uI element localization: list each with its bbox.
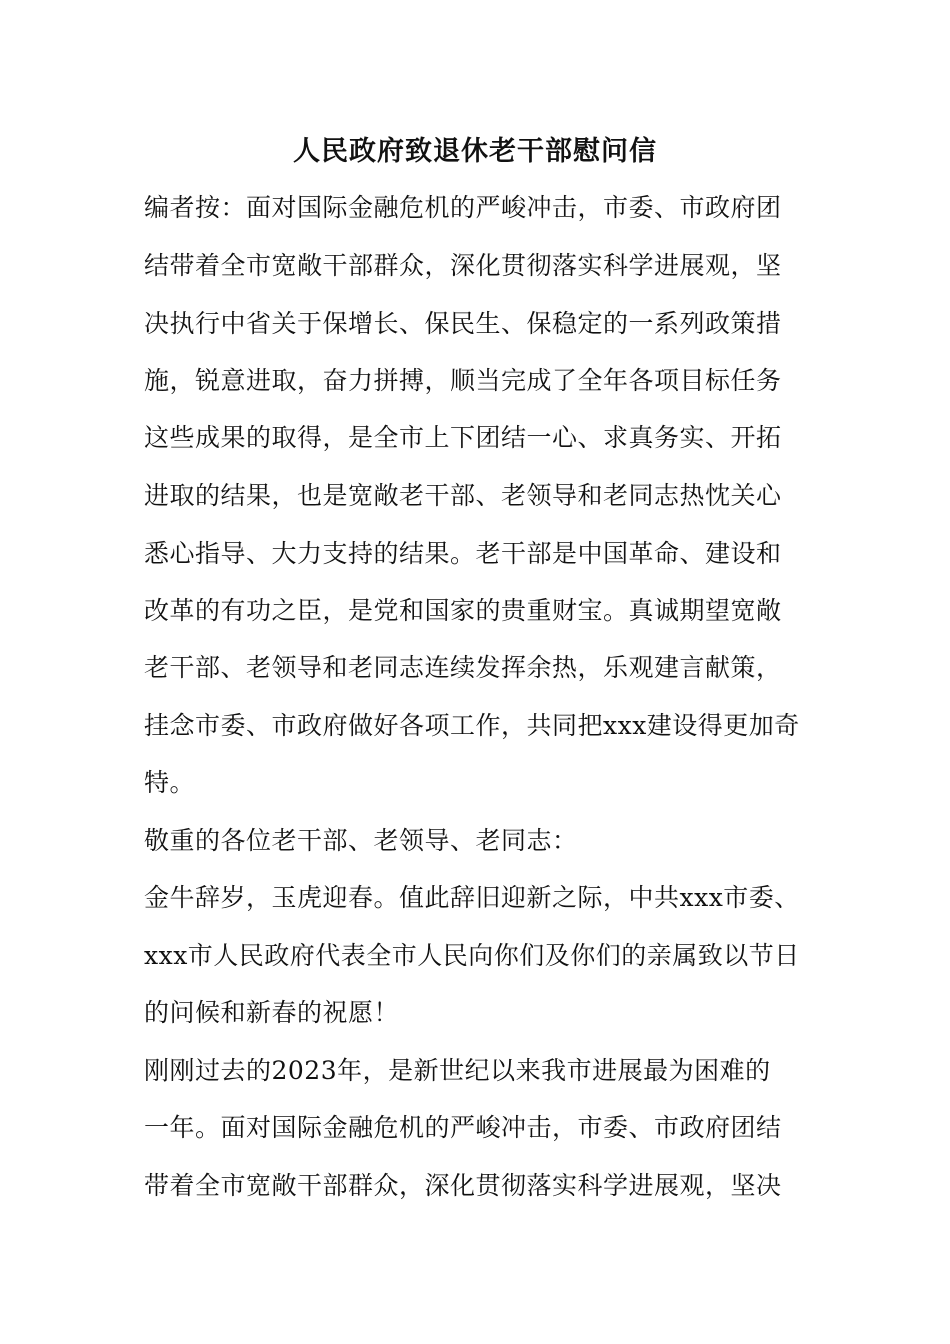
text-line: 决执行中省关于保增长、保民生、保稳定的一系列政策措 xyxy=(144,309,782,338)
text-line: 结带着全市宽敞干部群众，深化贯彻落实科学进展观，坚 xyxy=(144,251,782,280)
text-line: 施，锐意进取，奋力拼搏，顺当完成了全年各项目标任务 xyxy=(144,366,782,395)
text-line: 金牛辞岁，玉虎迎春。值此辞旧迎新之际，中共xxx市委、 xyxy=(144,883,800,912)
text-line: 特。 xyxy=(144,768,196,797)
text-line: 编者按：面对国际金融危机的严峻冲击，市委、市政府团 xyxy=(144,193,782,222)
text-line: 带着全市宽敞干部群众，深化贯彻落实科学进展观，坚决 xyxy=(144,1171,782,1200)
text-line: 进取的结果，也是宽敞老干部、老领导和老同志热忱关心 xyxy=(144,481,782,510)
text-line: 老干部、老领导和老同志连续发挥余热，乐观建言献策， xyxy=(144,653,782,682)
text-line: 一年。面对国际金融危机的严峻冲击，市委、市政府团结 xyxy=(144,1113,782,1142)
text-line: 敬重的各位老干部、老领导、老同志： xyxy=(144,826,578,855)
page-title: 人民政府致退休老干部慰问信 xyxy=(293,136,657,167)
text-line: 挂念市委、市政府做好各项工作，共同把xxx建设得更加奇 xyxy=(144,711,800,740)
text-line: xxx市人民政府代表全市人民向你们及你们的亲属致以节日 xyxy=(144,941,800,970)
text-line: 悉心指导、大力支持的结果。老干部是中国革命、建设和 xyxy=(144,539,782,568)
text-line: 的问候和新春的祝愿！ xyxy=(144,998,400,1027)
text-line: 刚刚过去的2023年，是新世纪以来我市进展最为困难的 xyxy=(144,1056,771,1085)
text-line: 这些成果的取得，是全市上下团结一心、求真务实、开拓 xyxy=(144,423,782,452)
text-line: 改革的有功之臣，是党和国家的贵重财宝。真诚期望宽敞 xyxy=(144,596,782,625)
